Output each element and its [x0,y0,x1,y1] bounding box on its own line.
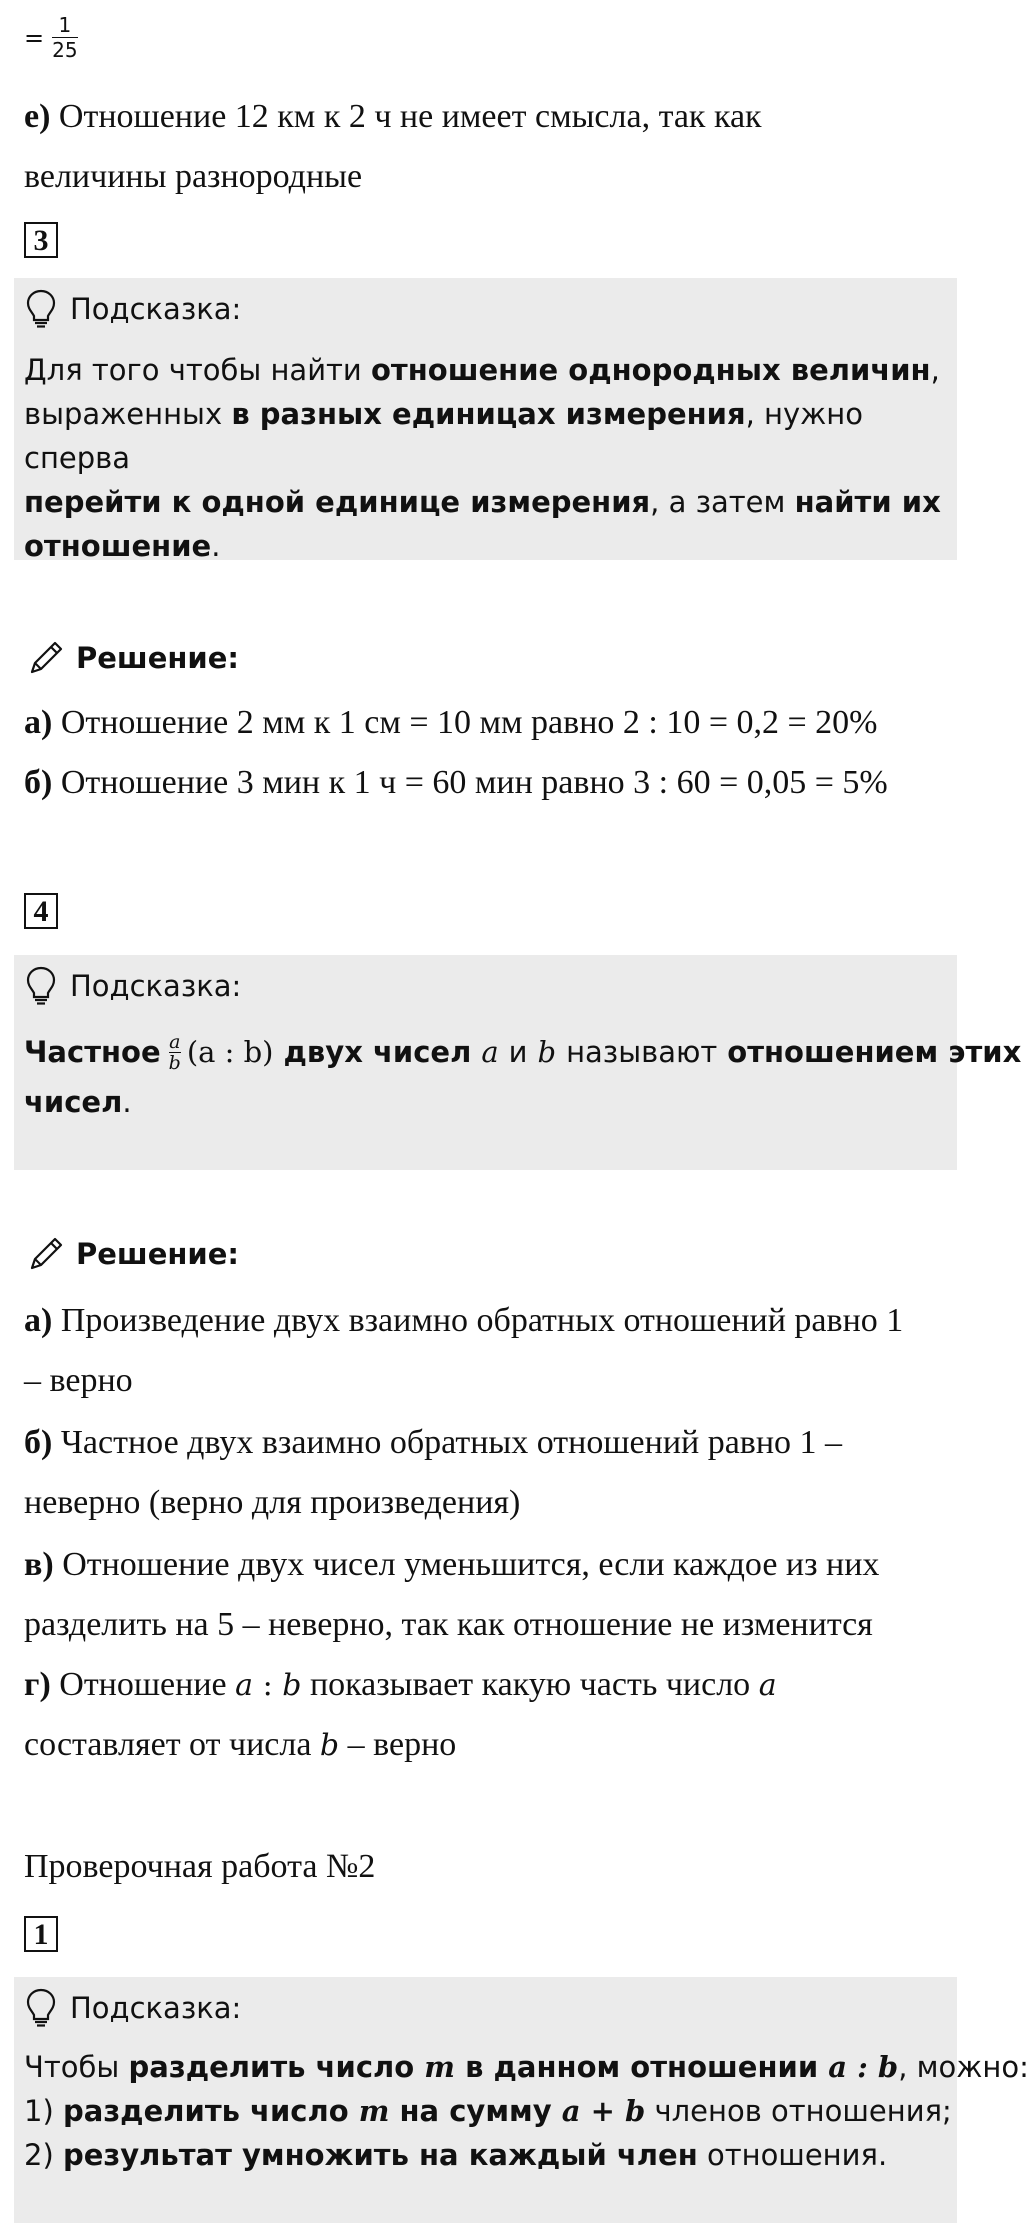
hint-text-part: отношения. [697,2138,888,2172]
variable-m: m [424,2050,455,2084]
hint-bold-part: отношение однородных величин [371,353,931,387]
fraction [52,14,77,61]
item-label: а) [24,704,53,741]
solution-item-b [24,764,888,802]
hint-text-part: Для того чтобы найти [24,353,371,387]
hint-text-part: . [211,529,221,563]
solution-item-a [24,704,878,742]
item-text: показывает какую часть число [301,1666,759,1703]
hint-title: Подсказка: [70,1991,242,2025]
ratio-notation: (a : b) [186,1035,274,1069]
hint-text-part: , можно: [898,2050,1029,2084]
item-text: Отношение 2 мм к 1 см = 10 мм равно 2 : 10 = 0,2 = 20% [52,704,878,741]
item-e-text: Отношение 12 км к 2 ч не имеет смысла, так как [50,98,762,135]
sum-a-b: a + b [561,2094,646,2128]
lightbulb-icon [26,966,56,1006]
solution-title: Решение: [76,1237,240,1271]
hint-text-part: , а затем [650,485,795,519]
solution-item-b-line1 [24,1424,842,1462]
hint-bold-part: в данном отношении [454,2050,829,2084]
task-number-3: 3 [24,222,58,258]
equals-sign: = [24,23,45,52]
hint-text [24,2045,1029,2177]
hint-text-part: 1) [24,2094,63,2128]
hint-text-part: выраженных [24,397,232,431]
item-label: а) [24,1302,53,1339]
hint-bold-part: отношение [24,529,212,563]
variable-b: b [282,1668,302,1703]
solution-item-b-line2: неверно (верно для произведения) [24,1484,521,1521]
hint-text-part: , [930,353,940,387]
hint-text-part: . [122,1085,132,1119]
section-title: Проверочная работа №2 [24,1848,376,1885]
solution-header-task3 [26,638,239,678]
fraction-a-over-b [168,1030,181,1074]
item-text: составляет от числа [24,1726,320,1763]
item-text: Отношение двух чисел уменьшится, если каждое из них [53,1546,880,1583]
hint-bold-part: перейти к одной единице измерения [24,485,651,519]
hint-header [26,284,241,334]
fraction-denominator: 25 [52,38,78,62]
hint-box-task3 [14,278,957,563]
solution-item-a-line2: – верно [24,1362,133,1399]
item-text: Отношение [50,1666,236,1703]
variable-a: a [758,1668,777,1703]
item-e-line2: величины разнородные [24,158,363,195]
hint-bold-part: разделить число [62,2094,359,2128]
lightbulb-icon [26,289,56,329]
solution-item-v-line2: разделить на 5 – неверно, так как отношение не изменится [24,1606,873,1643]
pencil-icon [26,1234,66,1274]
pencil-icon [26,638,66,678]
solution-item-g-line1 [24,1666,777,1704]
variable-a: a [481,1035,499,1069]
item-label: г) [24,1666,51,1703]
hint-title: Подсказка: [70,292,242,326]
hint-bold-part: чисел [24,1085,123,1119]
hint-bold-part: результат умножить на каждый член [62,2138,698,2172]
solution-item-v-line1 [24,1546,879,1584]
ratio-a-b: a : b [828,2050,899,2084]
variable-b: b [537,1035,557,1069]
colon: : [253,1668,283,1703]
hint-bold-part: в разных единицах измерения [231,397,746,431]
hint-bold-part: найти их [794,485,941,519]
hint-text-part: 2) [24,2138,63,2172]
item-label: в) [24,1546,54,1583]
hint-text-part: , нужно сперва [24,397,864,475]
hint-header [26,961,241,1011]
hint-box-check1 [14,1977,1029,2223]
item-label: б) [24,764,53,801]
solution-title: Решение: [76,641,240,675]
hint-text-part: и [508,1035,528,1069]
solution-header-task4 [26,1234,239,1274]
fraction-numerator: a [169,1030,181,1053]
hint-text [24,1027,1022,1127]
lightbulb-icon [26,1988,56,2028]
task-number-4: 4 [24,893,58,929]
hint-bold-part: Частное [24,1035,161,1069]
hint-text [24,348,947,568]
hint-text-part: Чтобы [24,2050,129,2084]
variable-a: a [235,1668,254,1703]
hint-header [26,1983,241,2033]
item-label: б) [24,1424,53,1461]
hint-title: Подсказка: [70,969,242,1003]
fraction-denominator: b [168,1051,181,1074]
item-text: Произведение двух взаимно обратных отношений равно 1 [52,1302,904,1339]
hint-text-part: членов отношения; [645,2094,952,2128]
hint-bold-part: двух чисел [283,1035,472,1069]
hint-bold-part: отношением этих [727,1035,1022,1069]
solution-item-a-line1 [24,1302,903,1340]
variable-b: b [319,1728,340,1763]
variable-m: m [358,2094,390,2128]
hint-box-task4 [14,955,1022,1170]
item-text: Частное двух взаимно обратных отношений равно 1 – [52,1424,843,1461]
item-e-line1 [24,98,762,136]
fraction-numerator: 1 [58,13,72,37]
hint-bold-part: разделить число [128,2050,425,2084]
task-number-1: 1 [24,1916,58,1952]
hint-text-part: называют [566,1035,718,1069]
item-e-label: е) [24,98,51,135]
item-text: Отношение 3 мин к 1 ч = 60 мин равно 3 : 60 = 0,05 = 5% [52,764,888,801]
solution-item-g-line2 [24,1726,456,1764]
hint-bold-part: на сумму [389,2094,562,2128]
item-text: – верно [339,1726,457,1763]
top-fraction [24,14,78,61]
